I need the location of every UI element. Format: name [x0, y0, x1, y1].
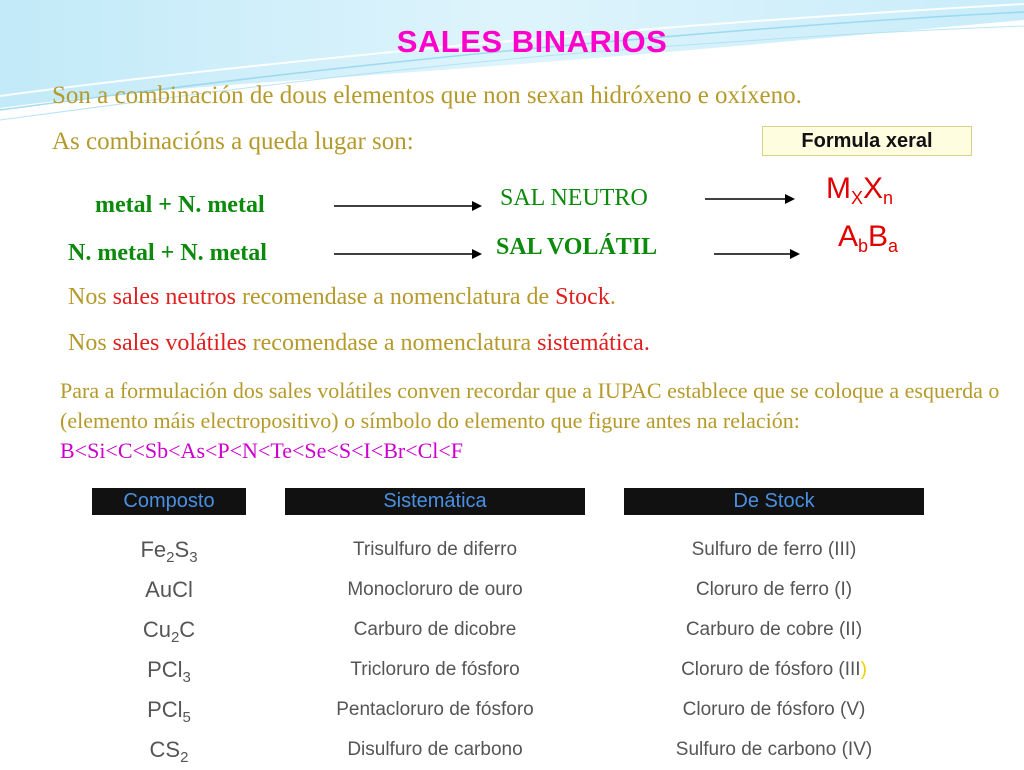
systematic-name: Disulfuro de carbono — [347, 739, 523, 760]
general-formula-1: $M_XX_n$ — [826, 172, 894, 208]
formula-box-label: Formula xeral — [762, 126, 972, 156]
compound-formula: $Cu_2C$ — [142, 617, 196, 646]
systematic-name: Carburo de dicobre — [353, 619, 517, 640]
intro-line-2: As combinacións a queda lugar son: — [52, 128, 414, 155]
stock-name: Cloruro de fósforo (III) — [681, 659, 867, 680]
header-composto: Composto — [92, 488, 246, 515]
stock-name: Cloruro de fósforo (V) — [682, 699, 866, 720]
systematic-name: Monocloruro de ouro — [347, 579, 523, 600]
iupac-note: Para a formulación dos sales volátiles conven recordar que a IUPAC establece que se coloque a esquerda o (elemento máis electropositivo) o símbolo do elemento que figure antes na relación: B<Si<C<Sb<As<P<N<Te<Se<S<I<Br<Cl<F — [60, 378, 1000, 463]
recommendation-neutral: Nos sales neutros recomendase a nomenclatura de Stock. — [68, 284, 616, 310]
stock-name: Cloruro de ferro (I) — [695, 579, 853, 600]
arrow-right-icon — [334, 200, 482, 212]
general-formula-2: $A_bB_a$ — [838, 220, 899, 256]
header-de-stock: De Stock — [624, 488, 924, 515]
arrow-right-icon — [705, 193, 795, 205]
arrow-right-icon — [714, 248, 800, 260]
compound-formula: PCl$_3$ — [147, 657, 191, 686]
reactant-1: metal + N. metal — [95, 192, 265, 218]
compound-formula: $Fe_2S_3$ — [140, 537, 198, 566]
slide-title: SALES BINARIOS — [396, 24, 668, 59]
stock-column — [624, 530, 924, 770]
compound-formula: $CS_2$ — [149, 737, 189, 766]
systematic-name: Tricloruro de fósforo — [350, 659, 520, 680]
product-1: SAL NEUTRO — [500, 185, 648, 211]
header-sistematica: Sistemática — [285, 488, 585, 515]
compound-formula: PCl$_5$ — [147, 697, 191, 726]
stock-name: Sulfuro de carbono (IV) — [675, 739, 873, 760]
compound-formula: AuCl — [145, 577, 193, 602]
electronegativity-order: B<Si<C<Sb<As<P<N<Te<Se<S<I<Br<Cl<F — [60, 438, 464, 463]
stock-name: Sulfuro de ferro (III) — [691, 539, 857, 560]
arrow-right-icon — [334, 248, 482, 260]
product-2: SAL VOLÁTIL — [496, 234, 658, 260]
systematic-name: Trisulfuro de diferro — [352, 539, 518, 560]
compound-column — [92, 530, 246, 770]
recommendation-volatile: Nos sales volátiles recomendase a nomenclatura sistemática. — [68, 330, 650, 356]
reactant-2: N. metal + N. metal — [68, 240, 267, 266]
systematic-column — [285, 530, 585, 770]
intro-line-1: Son a combinación de dous elementos que non sexan hidróxeno e oxíxeno. — [52, 82, 802, 109]
stock-name: Carburo de cobre (II) — [685, 619, 863, 640]
systematic-name: Pentacloruro de fósforo — [336, 699, 534, 720]
